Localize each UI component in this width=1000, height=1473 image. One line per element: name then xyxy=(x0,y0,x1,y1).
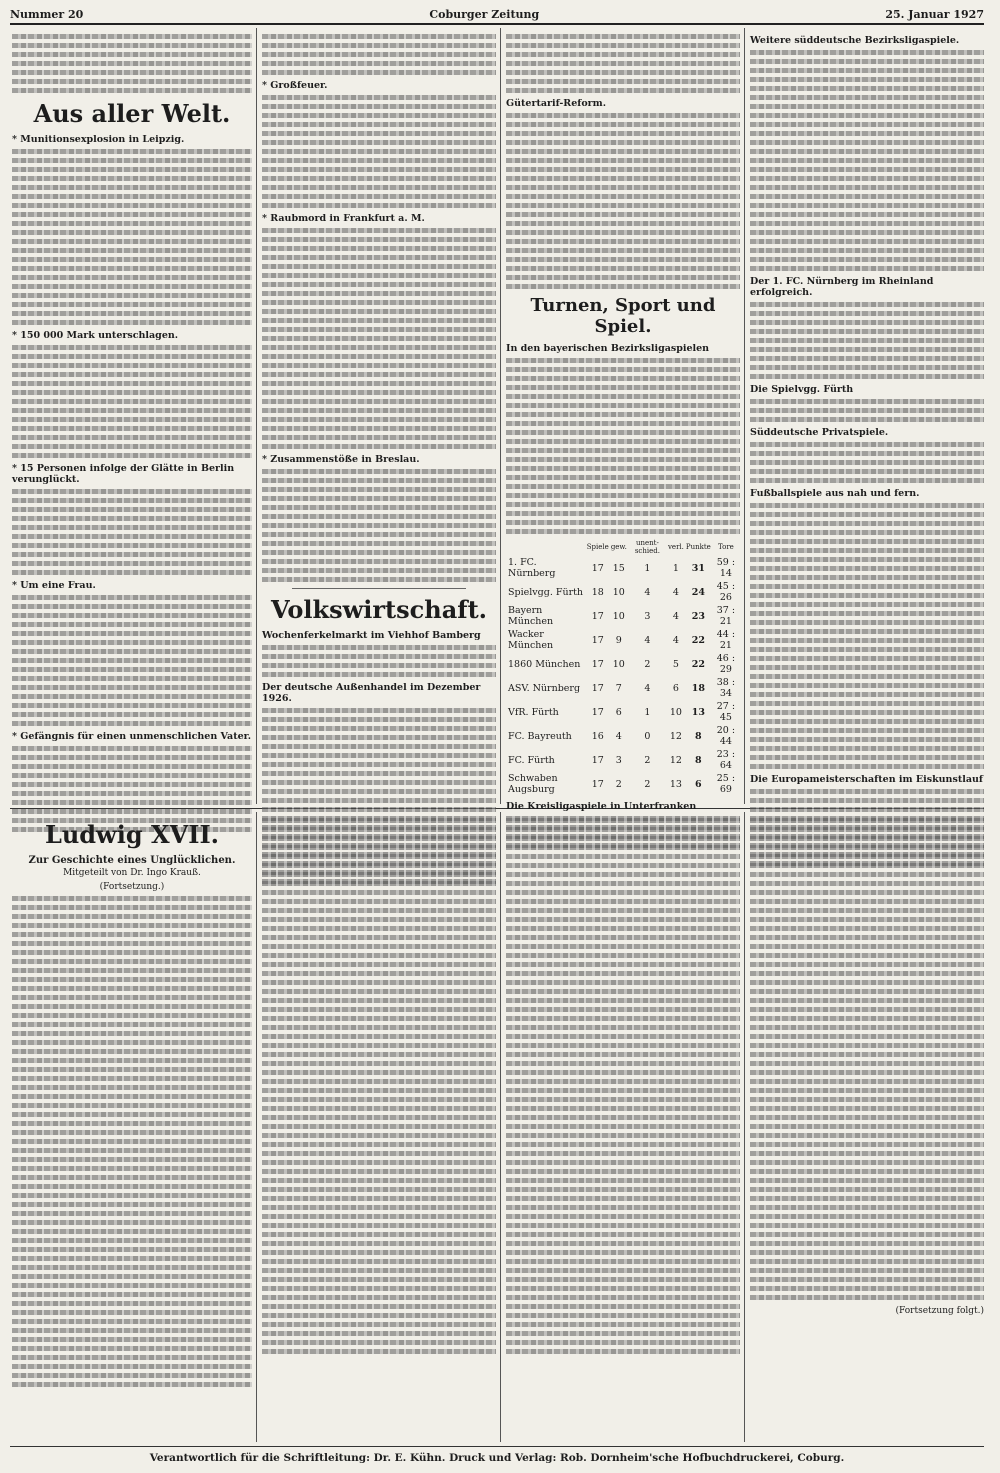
table-row xyxy=(506,652,740,676)
table-cell: 3 xyxy=(615,754,622,766)
footer-rule xyxy=(10,1446,984,1447)
table-cell: 20 : 44 xyxy=(716,725,736,747)
table-cell: 10 xyxy=(612,658,625,670)
table-cell: 4 xyxy=(672,586,679,598)
article-title: Ludwig XVII. xyxy=(44,820,220,849)
table-row xyxy=(506,580,740,604)
table-cell: 8 xyxy=(695,754,702,766)
table-row xyxy=(506,556,740,580)
table-cell: 15 xyxy=(612,562,625,574)
table-cell: 17 xyxy=(591,634,604,646)
table-cell: 3 xyxy=(644,610,651,622)
table-cell: 25 : 69 xyxy=(716,773,736,795)
ludwig-column-3 xyxy=(506,814,740,1442)
table-cell: 17 xyxy=(591,610,604,622)
table-cell: ASV. Nürnberg xyxy=(508,682,581,694)
table-cell: 17 xyxy=(591,778,604,790)
table-cell: 4 xyxy=(644,682,651,694)
item-title: Wochenferkelmarkt im Viehhof Bamberg xyxy=(262,630,481,641)
item-title: Weitere süddeutsche Bezirksligaspiele. xyxy=(750,35,960,46)
table-cell: 24 xyxy=(691,586,705,598)
item-title: Die Spielvgg. Fürth xyxy=(750,384,854,395)
table-row xyxy=(506,676,740,700)
column-3 xyxy=(506,30,740,812)
header-rule xyxy=(10,23,984,25)
item-title: Der 1. FC. Nürnberg im Rheinland erfolgreich. xyxy=(750,276,934,298)
table-cell: 12 xyxy=(669,730,682,742)
table-cell: 4 xyxy=(644,586,651,598)
table-cell: 1860 München xyxy=(508,658,581,670)
league-table xyxy=(506,538,740,796)
item-title: Die Kreisligaspiele in Unterfranken xyxy=(506,801,697,812)
table-cell: 10 xyxy=(612,586,625,598)
table-cell: 0 xyxy=(644,730,651,742)
table-cell: 17 xyxy=(591,658,604,670)
table-cell: 17 xyxy=(591,562,604,574)
table-cell: 1 xyxy=(644,706,651,718)
table-cell: 2 xyxy=(644,658,651,670)
article-end-note: (Fortsetzung folgt.) xyxy=(895,1306,984,1316)
table-cell: Spielvgg. Fürth xyxy=(508,586,584,598)
table-cell: Bayern München xyxy=(508,605,554,627)
table-cell: 7 xyxy=(615,682,622,694)
item-title: * Um eine Frau. xyxy=(12,580,96,591)
table-cell: 17 xyxy=(591,682,604,694)
article-byline: Mitgeteilt von Dr. Ingo Krauß. xyxy=(63,868,201,878)
table-cell: 38 : 34 xyxy=(716,677,736,699)
table-cell: 8 xyxy=(695,730,702,742)
table-cell: 22 xyxy=(691,658,705,670)
masthead: Coburger Zeitung xyxy=(429,7,540,21)
table-cell: FC. Fürth xyxy=(508,754,555,766)
table-cell: 37 : 21 xyxy=(716,605,736,627)
column-1 xyxy=(12,30,252,806)
ludwig-column-1 xyxy=(12,814,252,1442)
issue-date: 25. Januar 1927 xyxy=(885,7,984,21)
table-cell: 1. FC. Nürnberg xyxy=(508,557,556,579)
sport-subtitle: In den bayerischen Bezirksligaspielen xyxy=(506,343,710,354)
table-cell: 2 xyxy=(644,778,651,790)
table-cell: 16 xyxy=(591,730,604,742)
table-cell: 4 xyxy=(644,634,651,646)
table-row xyxy=(506,700,740,724)
section-title-volkswirtschaft: Volkswirtschaft. xyxy=(270,595,488,624)
item-title: Die Europameisterschaften im Eiskunstlauf xyxy=(750,774,983,785)
table-cell: FC. Bayreuth xyxy=(508,730,572,742)
item-title: Fußballspiele aus nah und fern. xyxy=(750,488,920,499)
table-cell: 6 xyxy=(695,778,702,790)
table-cell: 31 xyxy=(691,562,705,574)
item-title: Gütertarif-Reform. xyxy=(506,98,607,109)
table-cell: 2 xyxy=(615,778,622,790)
section-title-aus-aller-welt: Aus aller Welt. xyxy=(33,99,231,128)
item-title: * Zusammenstöße in Breslau. xyxy=(262,454,420,465)
table-cell: 13 xyxy=(669,778,682,790)
table-row xyxy=(506,628,740,652)
table-cell: 17 xyxy=(591,706,604,718)
table-cell: 45 : 26 xyxy=(716,581,736,603)
table-cell: 18 xyxy=(591,586,604,598)
section-title-sport: Turnen, Sport und Spiel. xyxy=(530,295,716,337)
ludwig-column-2 xyxy=(262,814,496,1442)
item-title: * Raubmord in Frankfurt a. M. xyxy=(262,213,425,224)
table-cell: 6 xyxy=(672,682,679,694)
table-cell: 5 xyxy=(672,658,679,670)
table-cell: 9 xyxy=(615,634,622,646)
issue-number: Nummer 20 xyxy=(10,7,84,21)
table-cell: 17 xyxy=(591,754,604,766)
table-header-row: Spiele gew. unent-schied. verl. Punkte Tore xyxy=(586,539,734,555)
table-cell: 46 : 29 xyxy=(716,653,736,675)
table-row xyxy=(506,772,740,796)
table-cell: 4 xyxy=(615,730,622,742)
table-cell: 10 xyxy=(612,610,625,622)
article-subtitle: Zur Geschichte eines Unglücklichen. xyxy=(28,855,236,866)
table-row xyxy=(506,748,740,772)
item-title: * Munitionsexplosion in Leipzig. xyxy=(12,134,185,145)
item-title: Süddeutsche Privatspiele. xyxy=(750,427,889,438)
table-cell: Wacker München xyxy=(508,629,554,651)
ludwig-column-4 xyxy=(750,814,984,1442)
table-cell: 23 xyxy=(691,610,705,622)
table-cell: 27 : 45 xyxy=(716,701,736,723)
table-row xyxy=(506,724,740,748)
column-4 xyxy=(750,30,984,806)
table-cell: 23 : 64 xyxy=(716,749,736,771)
table-cell: 44 : 21 xyxy=(716,629,736,651)
table-cell: 22 xyxy=(691,634,705,646)
table-cell: 12 xyxy=(669,754,682,766)
table-cell: Schwaben Augsburg xyxy=(508,773,558,795)
table-cell: 6 xyxy=(615,706,622,718)
item-title: Der deutsche Außenhandel im Dezember 1926. xyxy=(262,682,481,704)
table-row xyxy=(506,604,740,628)
item-title: * Gefängnis für einen unmenschlichen Vater. xyxy=(12,731,252,742)
item-title: * 15 Personen infolge der Glätte in Berlin verunglückt. xyxy=(12,463,235,485)
table-cell: 4 xyxy=(672,610,679,622)
table-cell: 4 xyxy=(672,634,679,646)
imprint-footer: Verantwortlich für die Schriftleitung: Dr. E. Kühn. Druck und Verlag: Rob. Dornheim'sche Hofbuchdruckerei, Coburg. xyxy=(149,1452,845,1464)
table-cell: 13 xyxy=(691,706,705,718)
table-cell: 1 xyxy=(644,562,651,574)
item-title: * Großfeuer. xyxy=(262,80,328,91)
item-title: * 150 000 Mark unterschlagen. xyxy=(12,330,179,341)
table-cell: 18 xyxy=(691,682,705,694)
column-2 xyxy=(262,30,496,806)
table-cell: 59 : 14 xyxy=(716,557,736,579)
table-cell: VfR. Fürth xyxy=(508,706,559,718)
article-continuation: (Fortsetzung.) xyxy=(99,882,165,892)
page-header xyxy=(10,6,984,22)
table-cell: 2 xyxy=(644,754,651,766)
table-cell: 10 xyxy=(669,706,682,718)
table-cell: 1 xyxy=(672,562,679,574)
